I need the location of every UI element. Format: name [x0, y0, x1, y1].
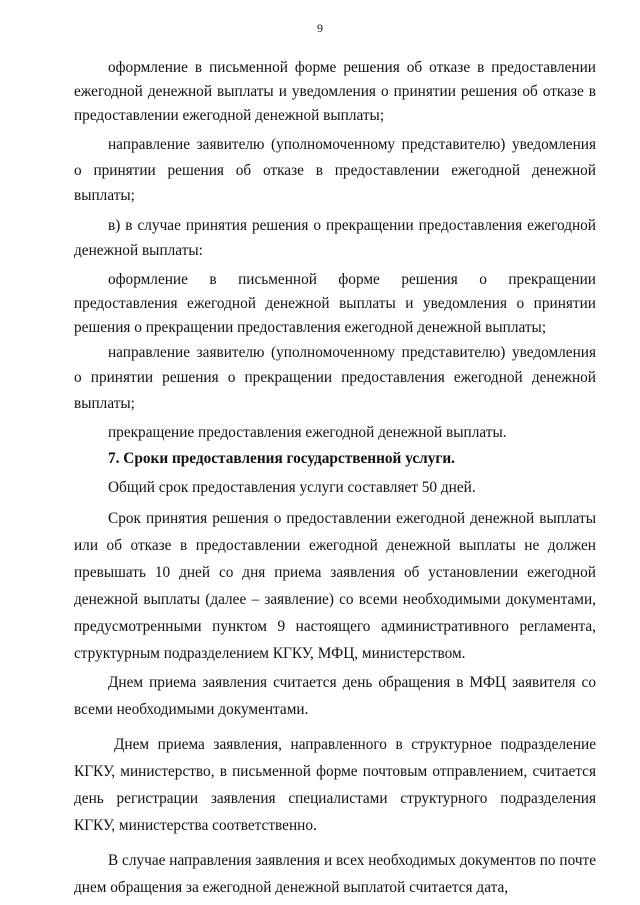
- paragraph-post-date: В случае направления заявления и всех необходимых документов по почте днем обращения за ежегодной денежной выплатой считается дата,: [74, 851, 596, 896]
- paragraph-decision-term: Срок принятия решения о предоставлении ежегодной денежной выплаты или об отказе в предоставлении ежегодной денежной выплаты не должен превышать 10 дней со дня приема заявления об установлении ежегодной денежной выплаты (далее – заявление) со всеми необходимыми документами, предусмотренными пунктом 9 настоящего административного регламента, структурным подразделением КГКУ, МФЦ, министерством.: [74, 509, 596, 662]
- paragraph-refusal-notice: направление заявителю (уполномоченному представителю) уведомления о принятии решения об отказе в предоставлении ежегодной денежной выплаты;: [74, 136, 596, 204]
- paragraph-termination: прекращение предоставления ежегодной денежной выплаты.: [108, 424, 507, 441]
- paragraph-termination-case: в) в случае принятия решения о прекращении предоставления ежегодной денежной выплаты:: [74, 216, 596, 259]
- paragraph-termination-notice: направление заявителю (уполномоченному представителю) уведомления о принятии решения о прекращении предоставления ежегодной денежной выплаты;: [74, 343, 596, 412]
- paragraph-mfc-intake: Днем приема заявления считается день обращения в МФЦ заявителя со всеми необходимыми документами.: [74, 673, 596, 718]
- page-number: 9: [317, 21, 323, 35]
- section-heading-deadlines: 7. Сроки предоставления государственной услуги.: [108, 449, 455, 467]
- document-body: [74, 56, 596, 901]
- paragraph-mail-intake: Днем приема заявления, направленного в структурное подразделение КГКУ, министерство, в письменной форме почтовым отправлением, считается день регистрации заявления специалистами структурного подразделения КГКУ, министерства соответственно.: [74, 735, 596, 834]
- paragraph-termination-decision: оформление в письменной форме решения о прекращении предоставления ежегодной денежной выплаты и уведомления о принятии решения о прекращении предоставления ежегодной денежной выплаты;: [74, 270, 596, 336]
- paragraph-refusal-decision: оформление в письменной форме решения об отказе в предоставлении ежегодной денежной выплаты и уведомления о принятии решения об отказе в предоставлении ежегодной денежной выплаты;: [74, 59, 596, 124]
- paragraph-total-term: Общий срок предоставления услуги составляет 50 дней.: [108, 479, 476, 496]
